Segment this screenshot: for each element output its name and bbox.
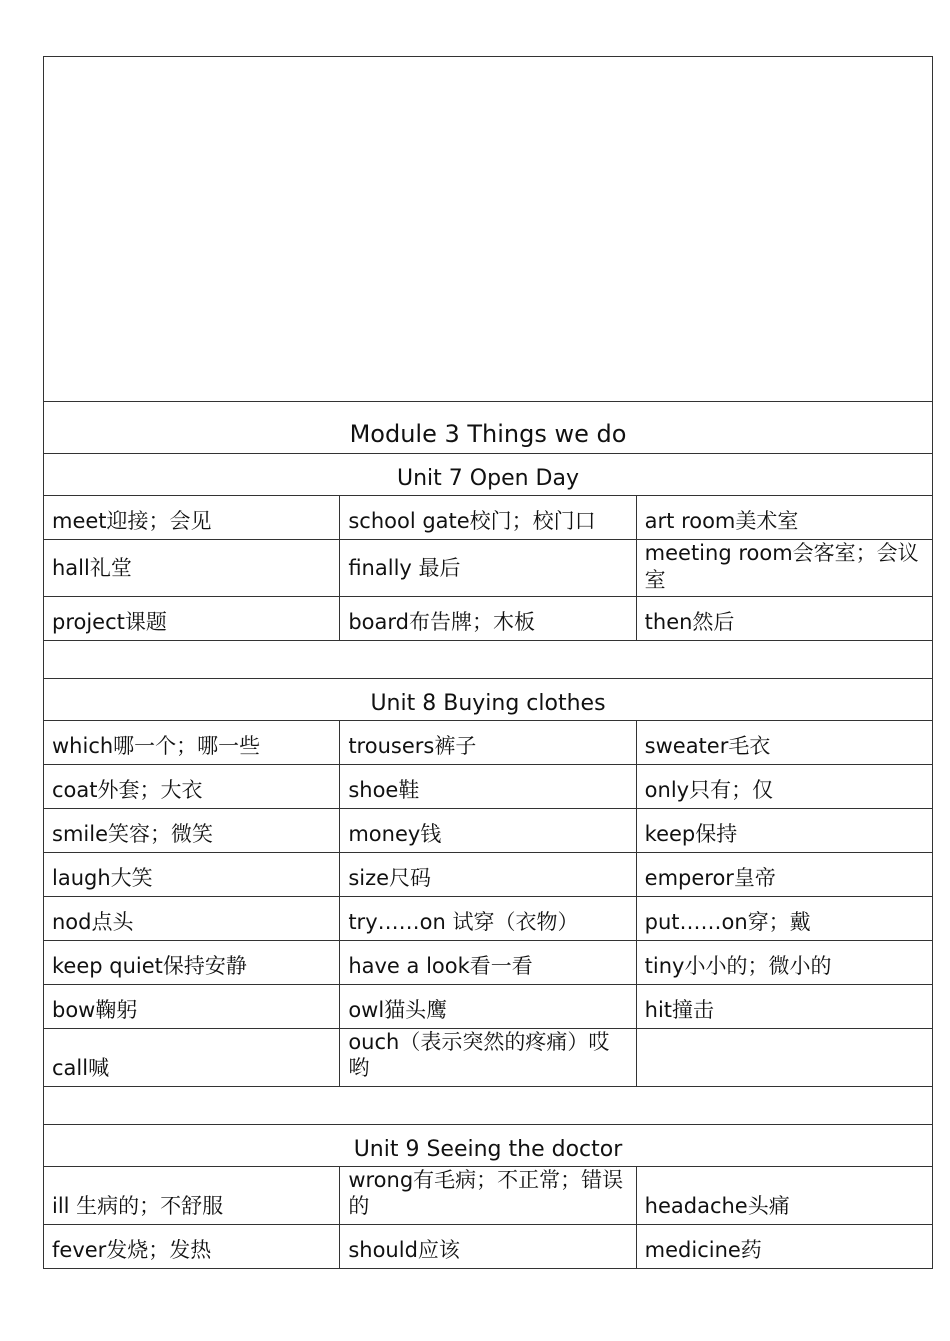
vocab-cell: smile笑容；微笑 [44,809,340,853]
unit-title: Unit 9 Seeing the doctor [44,1125,933,1167]
vocab-cell: sweater毛衣 [636,721,932,765]
vocab-cell: should应该 [340,1225,636,1269]
vocab-cell: hall礼堂 [44,540,340,597]
vocab-cell: coat外套；大衣 [44,765,340,809]
vocab-cell: art room美术室 [636,496,932,540]
vocab-cell: laugh大笑 [44,853,340,897]
table-row [44,809,933,853]
spacer-row [44,641,933,679]
vocab-cell: then然后 [636,597,932,641]
vocab-cell: wrong有毛病；不正常；错误的 [340,1167,636,1225]
vocab-cell: ouch（表示突然的疼痛）哎哟 [340,1029,636,1087]
table-row [44,721,933,765]
vocab-cell: bow鞠躬 [44,985,340,1029]
table-row [44,1029,933,1087]
vocab-cell: board布告牌；木板 [340,597,636,641]
vocab-cell [636,540,932,597]
vocab-cell: meet迎接；会见 [44,496,340,540]
spacer-cell [44,1087,933,1125]
vocab-cell: size尺码 [340,853,636,897]
vocab-cell: owl猫头鹰 [340,985,636,1029]
vocab-cell: call喊 [44,1029,340,1087]
spacer-row [44,1087,933,1125]
table-row [44,853,933,897]
unit-title: Unit 8 Buying clothes [44,679,933,721]
vocab-cell: put……on穿；戴 [636,897,932,941]
vocab-cell: ill 生病的；不舒服 [44,1167,340,1225]
table-row [44,1167,933,1225]
vocab-cell: keep quiet保持安静 [44,941,340,985]
table-row [44,597,933,641]
table-row [44,496,933,540]
unit-title-row [44,1125,933,1167]
vocab-cell: only只有；仅 [636,765,932,809]
vocab-cell: school gate校门；校门口 [340,496,636,540]
vocab-cell: which哪一个；哪一些 [44,721,340,765]
vocab-cell: fever发烧；发热 [44,1225,340,1269]
vocab-cell [636,1029,932,1087]
vocab-cell: emperor皇帝 [636,853,932,897]
table-row [44,765,933,809]
vocab-cell: keep保持 [636,809,932,853]
table-row [44,540,933,597]
vocab-cell: nod点头 [44,897,340,941]
vocab-cell: try……on 试穿（衣物） [340,897,636,941]
unit-title: Unit 7 Open Day [44,454,933,496]
vocabulary-table [43,56,933,1269]
spacer-cell [44,641,933,679]
vocab-cell: trousers裤子 [340,721,636,765]
vocab-cell-text: meeting room会客室；会议室 [644,541,919,592]
table-row [44,1225,933,1269]
unit-title-row [44,679,933,721]
vocab-cell: have a look看一看 [340,941,636,985]
vocab-cell: tiny小小的；微小的 [636,941,932,985]
blank-banner-cell [44,57,933,402]
module-title-row [44,402,933,454]
unit-title-row [44,454,933,496]
table-row [44,897,933,941]
vocab-cell: finally 最后 [340,540,636,597]
vocab-cell: hit撞击 [636,985,932,1029]
blank-banner-row [44,57,933,402]
module-title: Module 3 Things we do [44,402,933,454]
vocab-cell: money钱 [340,809,636,853]
vocab-cell: medicine药 [636,1225,932,1269]
table-row [44,941,933,985]
vocab-cell: project课题 [44,597,340,641]
table-row [44,985,933,1029]
vocab-cell: shoe鞋 [340,765,636,809]
vocab-cell: headache头痛 [636,1167,932,1225]
